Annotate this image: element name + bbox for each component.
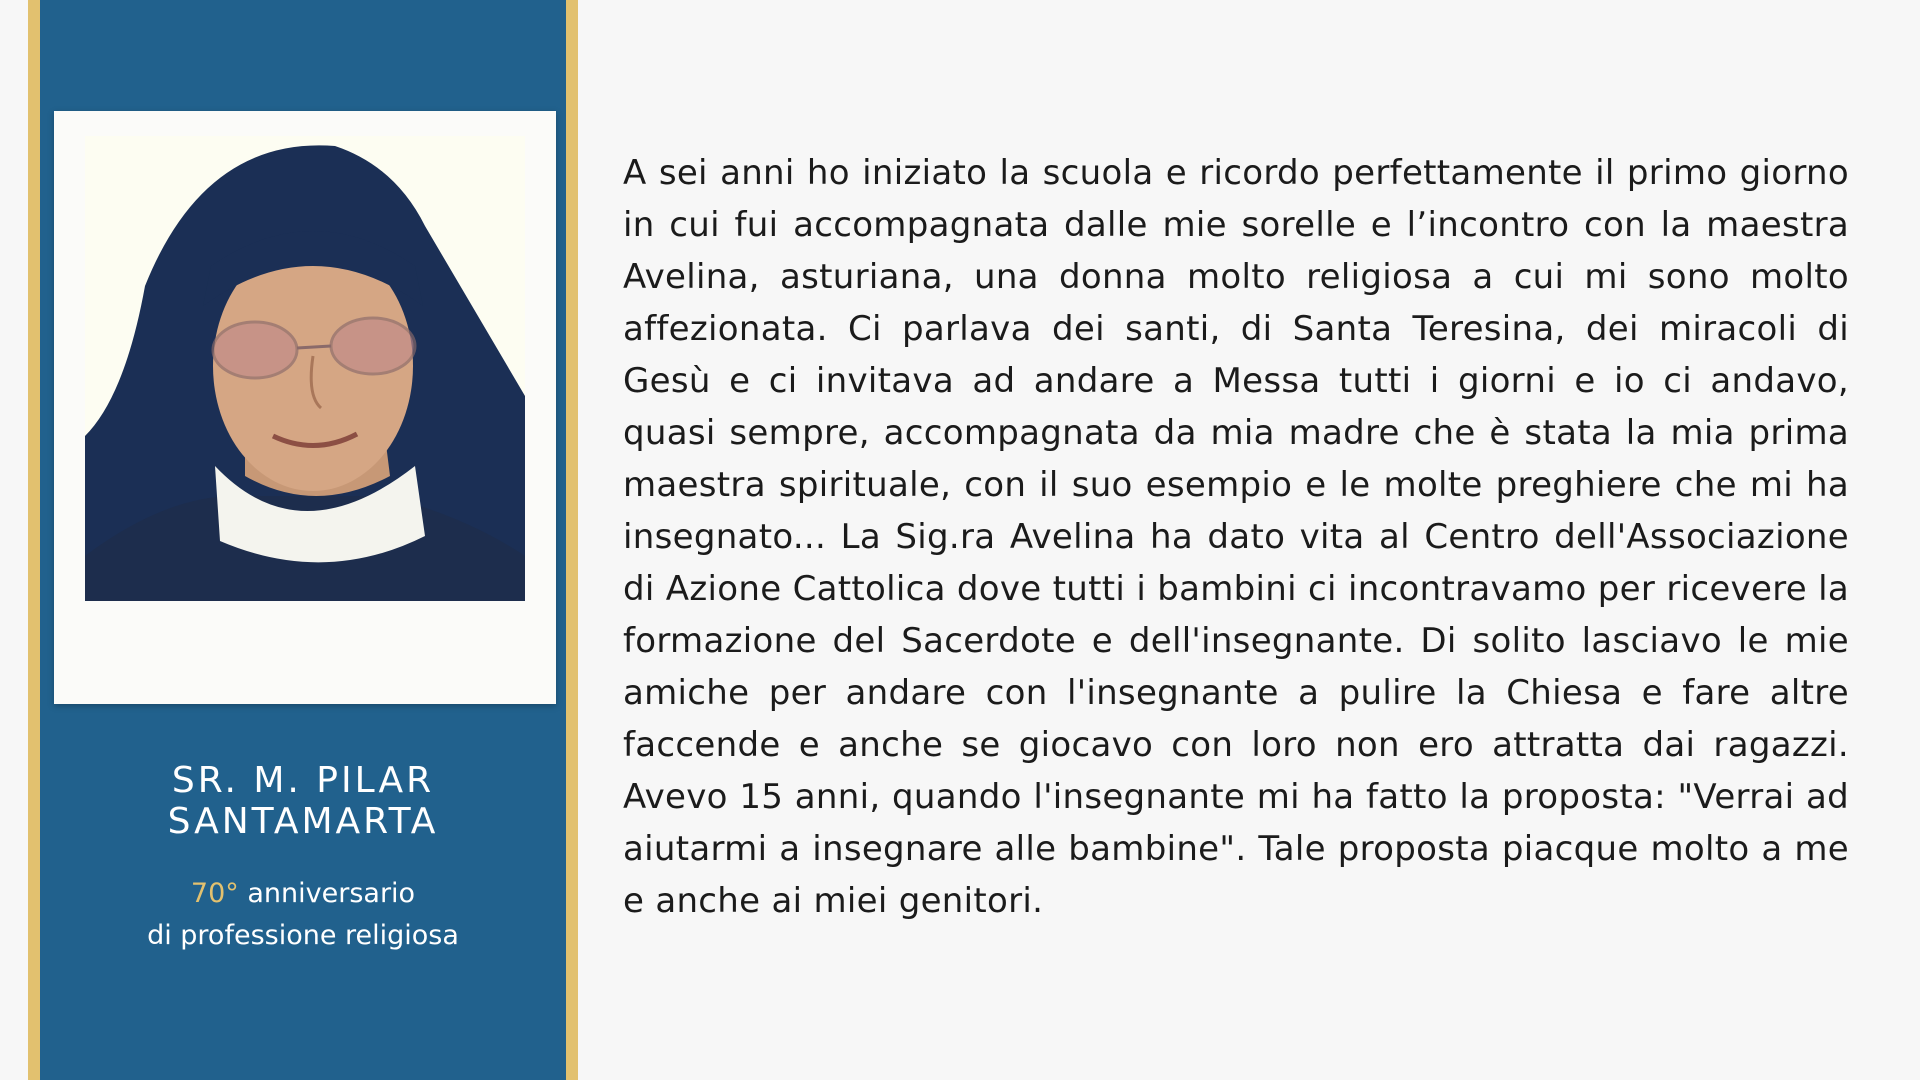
portrait-illustration xyxy=(85,136,525,601)
anniversary-line-2: di professione religiosa xyxy=(147,920,459,951)
testimony-paragraph: A sei anni ho iniziato la scuola e ricordo perfettamente il primo giorno in cui fui accompagnata dalle mie sorelle e l’incontro con la maestra Avelina, asturiana, una donna molto religiosa a cui mi sono molto affezionata. Ci parlava dei santi, di Santa Teresina, dei miracoli di Gesù e ci invitava ad andare a Messa tutti i giorni e io ci andavo, quasi sempre, accompagnata da mia madre che è stata la mia prima maestra spirituale, con il suo esempio e le molte preghiere che mi ha insegnato... La Sig.ra Avelina ha dato vita al Centro dell'Associazione di Azione Cattolica dove tutti i bambini ci incontravamo per ricevere la formazione del Sacerdote e dell'insegnante. Di solito lasciavo le mie amiche per andare con l'insegnante a pulire la Chiesa e fare altre faccende e anche se giocavo con loro non ero attratta dai ragazzi. Avevo 15 anni, quando l'insegnante mi ha fatto la proposta: "Verrai ad aiutarmi a insegnare alle bambine". Tale proposta piacque molto a me e anche ai miei genitori. xyxy=(623,153,1849,921)
photo-frame xyxy=(54,111,556,704)
portrait-photo xyxy=(85,136,525,601)
anniversary-caption xyxy=(40,873,566,957)
anniversary-word: anniversario xyxy=(247,878,416,909)
person-name: SR. M. PILAR SANTAMARTA xyxy=(167,760,439,842)
anniversary-number: 70° xyxy=(190,878,239,909)
anniversary-line-1 xyxy=(40,873,566,915)
